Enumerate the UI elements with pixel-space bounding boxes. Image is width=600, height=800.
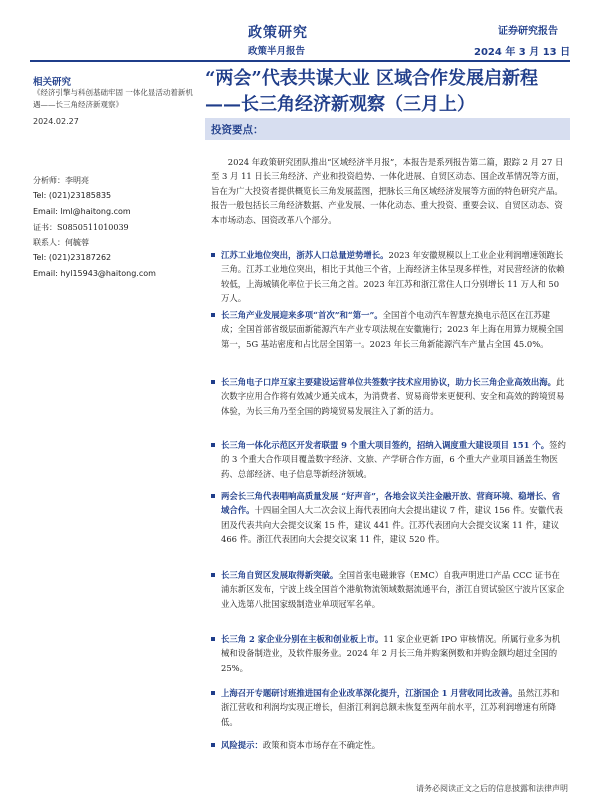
bullet-item <box>211 686 566 729</box>
bullet-item <box>211 438 566 481</box>
contact-tel: Tel: (021)23187262 <box>33 253 112 262</box>
bullet-heading: 江苏工业地位突出，浙苏人口总量逆势增长。 <box>221 250 389 260</box>
report-date: 2024 年 3 月 13 日 <box>474 47 571 58</box>
bullet-item <box>211 632 566 675</box>
bullet-item <box>211 308 566 351</box>
related-research-title[interactable]: 《经济引擎与科创基础牢固 一体化显活动着新机遇——长三角经济新观察》 <box>33 88 193 109</box>
bullet-text: 签约的 3 个重大合作项目覆盖数字经济、文旅、产学研合作方面，6 个重大产业项目涵盖生物医药、总部经济、电子信息等新经济领域。 <box>221 440 566 479</box>
contact-email[interactable]: Email: hyl15943@haitong.com <box>33 269 156 278</box>
header-divider <box>30 60 570 62</box>
report-title: “两会”代表共谋大业 区域合作发展启新程——长三角经济新观察（三月上） <box>205 68 538 115</box>
bullet-heading: 长三角产业发展迎来多项“首次”和“第一”。 <box>221 310 383 320</box>
bullet-text: 2023 年安徽规模以上工业企业利润增速领跑长三角。江苏工业地位突出，相比于其他三个省，上海经济主体呈现多样性，对民营经济的依赖较低，上海城镇化率位于长三角之首。2023 年江苏和浙江常住人口分别增长 11 万人和 50 万人。 <box>221 250 565 304</box>
bullet-text: 全国首张电磁兼容（EMC）自我声明进口产品 CCC 证书在浦东新区发布，宁波上线全国首个港航物流领域数据流通平台，浙江自贸试验区宁波片区家企业入选第八批国家级制造业单项冠军名单。 <box>221 570 565 609</box>
bullet-heading: 长三角一体化示范区开发者联盟 9 个重大项目签约，招纳入调度重大建设项目 151 个。 <box>221 440 550 450</box>
analyst-cert: 证书：S0850511010039 <box>33 223 129 232</box>
analyst-name: 分析师：李明亮 <box>33 176 89 185</box>
bullet-marker <box>211 494 215 498</box>
analyst-email[interactable]: Email: lml@haitong.com <box>33 207 131 216</box>
bullet-marker <box>211 313 215 317</box>
report-subtype: 政策半月报告 <box>248 46 306 57</box>
report-label: 证券研究报告 <box>498 26 558 37</box>
bullet-item <box>211 568 566 611</box>
bullet-marker <box>211 743 215 747</box>
bullet-heading: 两会长三角代表唱响高质量发展 “好声音”，各地会议关注金融开放、营商环境、稳增长、省域合作。 <box>221 491 561 516</box>
bullet-heading: 风险提示： <box>221 740 263 750</box>
bullet-item <box>211 248 566 306</box>
related-research-heading: 相关研究 <box>33 77 72 88</box>
disclaimer-footer: 请务必阅读正文之后的信息披露和法律声明 <box>416 784 568 793</box>
bullet-marker <box>211 691 215 695</box>
bullet-heading: 长三角 2 家企业分别在主板和创业板上市。 <box>221 634 384 644</box>
bullet-item <box>211 489 566 547</box>
bullet-marker <box>211 443 215 447</box>
bullet-marker <box>211 573 215 577</box>
bullet-text: 此次数字应用合作将有效减少通关成本，为消费者、贸易商带来更便利、安全和高效的跨境贸易体验，为长三角乃至全国的跨境贸易发展注入了新的活力。 <box>221 377 565 416</box>
bullet-item <box>211 375 566 418</box>
intro-paragraph: 2024 年政策研究团队推出“区域经济半月报”，本报告是系列报告第二篇，跟踪 2 月 27 日至 3 月 11 日长三角经济、产业和投资趋势、一体化进展、自贸区动态、国企改革情况等方面，旨在为广大投资者提供概览长三角发展蓝图，把脉长三角区域经济发展等方面的特色研究产品。报告一般包括长三角经济数据、产业发展、一体化动态、重大投资、重要会议、自贸区动态、资本市场动态、国资改革八个部分。 <box>211 157 565 225</box>
bullet-text: 政策和资本市场存在不确定性。 <box>262 740 381 750</box>
bullet-text: 全国首个电动汽车智慧充换电示范区在江苏建成；全国首部省级层面新能源汽车产业专项法规在安徽施行；2023 年上海在用算力规模全国第一，5G 基站密度和占比居全国第一。2023 年长三角新能源汽车产量占全国 45.0%。 <box>221 310 564 349</box>
bullet-marker <box>211 253 215 257</box>
bullet-marker <box>211 380 215 384</box>
related-research-date: 2024.02.27 <box>33 117 79 126</box>
contact-name: 联系人：何毓蓉 <box>33 238 89 247</box>
key-points-label: 投资要点： <box>211 124 264 136</box>
bullet-text: 11 家企业更新 IPO 审核情况。所属行业多为机械和设备制造业，及软件服务业。2024 年 2 月长三角并购案例数和并购金额均超过全国的 25%。 <box>221 634 561 673</box>
bullet-heading: 上海召开专题研讨班推进国有企业改革深化提升，江浙国企 1 月营收同比改善。 <box>221 688 518 698</box>
analyst-tel: Tel: (021)23185835 <box>33 191 112 200</box>
bullet-item <box>211 738 566 752</box>
bullet-heading: 长三角电子口岸互家主要建设运营单位共签数字技术应用协议，助力长三角企业高效出海。 <box>221 377 556 387</box>
bullet-marker <box>211 637 215 641</box>
bullet-text: 虽然江苏和浙江营收和利润均实现正增长，但浙江利润总额未恢复至两年前水平，江苏利润增速有所降低。 <box>221 688 560 727</box>
bullet-text: 十四届全国人大二次会议上海代表团向大会提出建议 7 件，建议 156 件。安徽代表团及代表共向大会提交议案 15 件，建议 441 件。江苏代表团向大会提交议案 11 件，建议 466 件。浙江代表团向大会提交议案 11 件，建议 520 件。 <box>221 505 563 545</box>
bullet-heading: 长三角自贸区发展取得新突破。 <box>221 570 339 580</box>
report-type: 政策研究 <box>248 25 308 41</box>
